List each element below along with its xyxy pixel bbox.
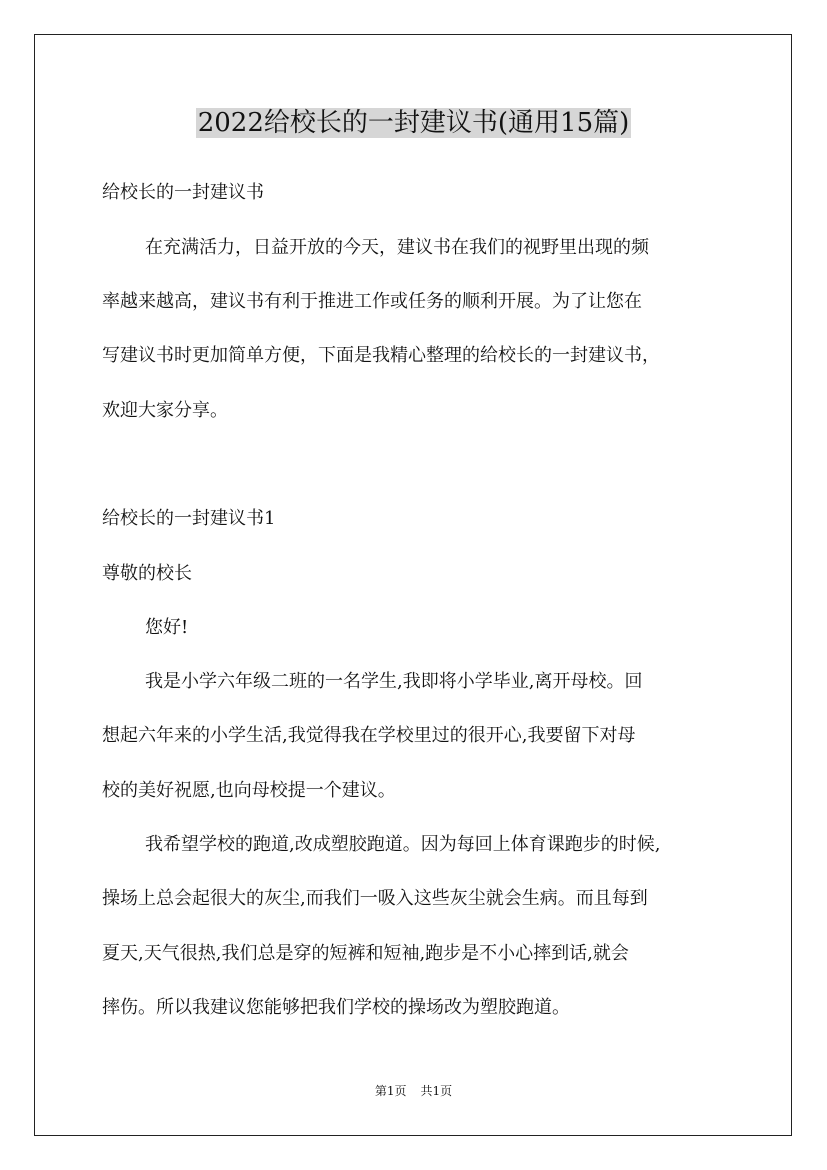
paragraph-line: 我是小学六年级二班的一名学生,我即将小学毕业,离开母校。回 <box>145 671 643 692</box>
paragraph-line: 夏天,天气很热,我们总是穿的短裤和短袖,跑步是不小心摔到话,就会 <box>102 943 629 964</box>
document-title: 2022给校长的一封建议书(通用15篇) <box>197 108 630 138</box>
paragraph-line: 校的美好祝愿,也向母校提一个建议。 <box>102 780 396 801</box>
paragraph-line: 操场上总会起很大的灰尘,而我们一吸入这些灰尘就会生病。而且每到 <box>102 888 648 909</box>
paragraph-line: 摔伤。所以我建议您能够把我们学校的操场改为塑胶跑道。 <box>102 997 570 1018</box>
page-total: 共1页 <box>420 1084 453 1098</box>
page-footer <box>0 1083 827 1099</box>
paragraph-line: 想起六年来的小学生活,我觉得我在学校里过的很开心,我要留下对母 <box>102 725 636 746</box>
paragraph-line: 欢迎大家分享。 <box>102 400 228 421</box>
page-current: 第1页 <box>374 1084 407 1098</box>
section-heading: 给校长的一封建议书 <box>102 182 264 203</box>
paragraph-line: 在充满活力，日益开放的今天，建议书在我们的视野里出现的频 <box>145 237 649 258</box>
paragraph-line: 我希望学校的跑道,改成塑胶跑道。因为每回上体育课跑步的时候, <box>145 834 661 855</box>
salutation: 尊敬的校长 <box>102 563 192 584</box>
greeting: 您好! <box>145 617 189 638</box>
paragraph-line: 写建议书时更加简单方便，下面是我精心整理的给校长的一封建议书， <box>102 345 660 366</box>
paragraph-line: 率越来越高，建议书有利于推进工作或任务的顺利开展。为了让您在 <box>102 291 642 312</box>
section-heading: 给校长的一封建议书1 <box>102 508 276 529</box>
